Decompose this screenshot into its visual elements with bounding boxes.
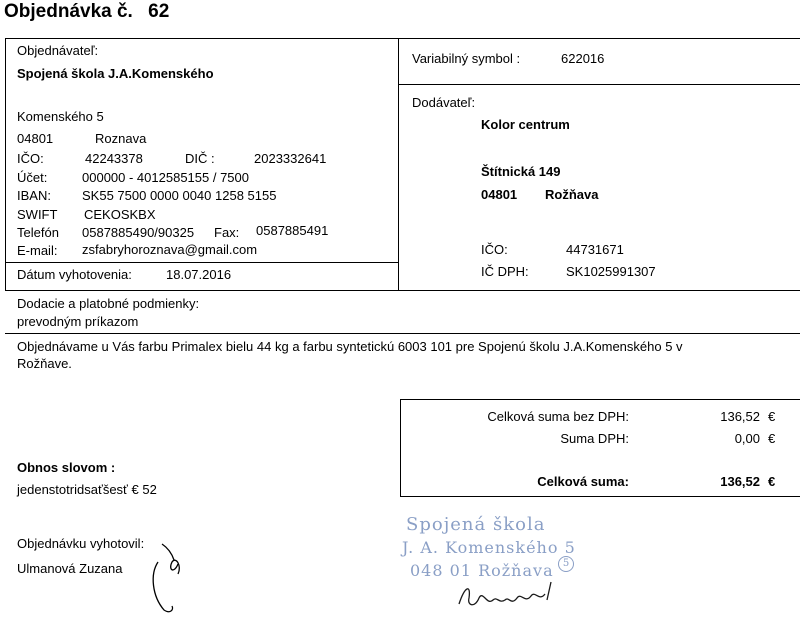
total-label: Celková suma: (537, 474, 629, 489)
buyer-iban: SK55 7500 0000 0040 1258 5155 (82, 188, 277, 203)
buyer-ico-label: IČO: (17, 151, 44, 166)
signature-mark-left (148, 540, 193, 615)
buyer-fax-label: Fax: (214, 225, 240, 240)
date-value: 18.07.2016 (166, 267, 232, 282)
order-text-line1: Objednávame u Vás farbu Primalex bielu 44 kg a farbu syntetickú 6003 101 pre Spojenú školu J.A.Komenského 5 v (17, 339, 683, 354)
vat-value: 0,00 (734, 431, 760, 446)
box-middle-divider (398, 38, 399, 291)
prepared-by-name: Ulmanová Zuzana (17, 561, 123, 576)
supplier-icdph: SK1025991307 (566, 264, 656, 279)
totals-left-border (400, 399, 401, 497)
buyer-dic-label: DIČ : (185, 151, 215, 166)
stamp-number-mark: 5 (558, 556, 574, 572)
buyer-email-label: E-mail: (17, 243, 58, 258)
vat-currency: € (768, 431, 776, 446)
title-label: Objednávka č. (4, 1, 133, 22)
buyer-fax: 0587885491 (256, 223, 329, 238)
net-currency: € (768, 409, 776, 424)
net-value: 136,52 (720, 409, 760, 424)
totals-bottom-border (400, 496, 800, 497)
order-text-line2: Rožňave. (17, 356, 72, 371)
buyer-name: Spojená škola J.A.Komenského (17, 66, 214, 81)
buyer-account-label: Účet: (17, 170, 48, 185)
variable-symbol-value: 622016 (561, 51, 605, 66)
buyer-swift: CEKOSKBX (84, 207, 156, 222)
buyer-label: Objednávateľ: (17, 43, 99, 58)
in-words-value: jedenstotridsaťšesť € 52 (17, 482, 157, 497)
supplier-icdph-label: IČ DPH: (481, 264, 529, 279)
page-title (4, 1, 169, 23)
supplier-ico-label: IČO: (481, 242, 508, 257)
supplier-zip: 04801 (481, 187, 518, 202)
buyer-swift-label: SWIFT (17, 207, 58, 222)
terms-label: Dodacie a platobné podmienky: (17, 296, 200, 311)
terms-value: prevodným príkazom (17, 314, 139, 329)
box-left-border (5, 38, 6, 291)
supplier-name: Kolor centrum (481, 117, 570, 132)
date-divider (5, 262, 398, 263)
total-currency: € (768, 474, 776, 489)
prepared-by-label: Objednávku vyhotovil: (17, 536, 145, 551)
buyer-city: Roznava (95, 131, 147, 146)
date-label: Dátum vyhotovenia: (17, 267, 132, 282)
buyer-phone-label: Telefón (17, 225, 59, 240)
buyer-email: zsfabryhoroznava@gmail.com (82, 242, 258, 257)
buyer-account: 000000 - 4012585155 / 7500 (82, 170, 249, 185)
variable-symbol-label: Variabilný symbol : (412, 51, 521, 66)
totals-top-border (400, 399, 800, 400)
buyer-phone: 0587885490/90325 (82, 225, 195, 240)
buyer-iban-label: IBAN: (17, 188, 51, 203)
box-bottom-border (5, 290, 800, 291)
terms-divider (5, 333, 800, 334)
order-number: 62 (148, 1, 170, 22)
supplier-street: Štítnická 149 (481, 164, 561, 179)
supplier-label: Dodávateľ: (412, 95, 476, 110)
supplier-city: Rožňava (545, 187, 599, 202)
stamp-line3: 048 01 Rožňava (410, 561, 554, 580)
buyer-street: Komenského 5 (17, 109, 104, 124)
total-value: 136,52 (720, 474, 760, 489)
buyer-dic: 2023332641 (254, 151, 327, 166)
in-words-label: Obnos slovom : (17, 460, 116, 475)
buyer-zip: 04801 (17, 131, 54, 146)
vs-divider (398, 84, 800, 85)
vat-label: Suma DPH: (560, 431, 629, 446)
net-label: Celková suma bez DPH: (487, 409, 629, 424)
buyer-ico: 42243378 (85, 151, 143, 166)
stamp-line1: Spojená škola (406, 514, 546, 535)
signature-mark-stamp (455, 578, 565, 614)
supplier-ico: 44731671 (566, 242, 624, 257)
stamp-line2: J. A. Komenského 5 (402, 538, 576, 557)
box-top-border (5, 38, 800, 39)
